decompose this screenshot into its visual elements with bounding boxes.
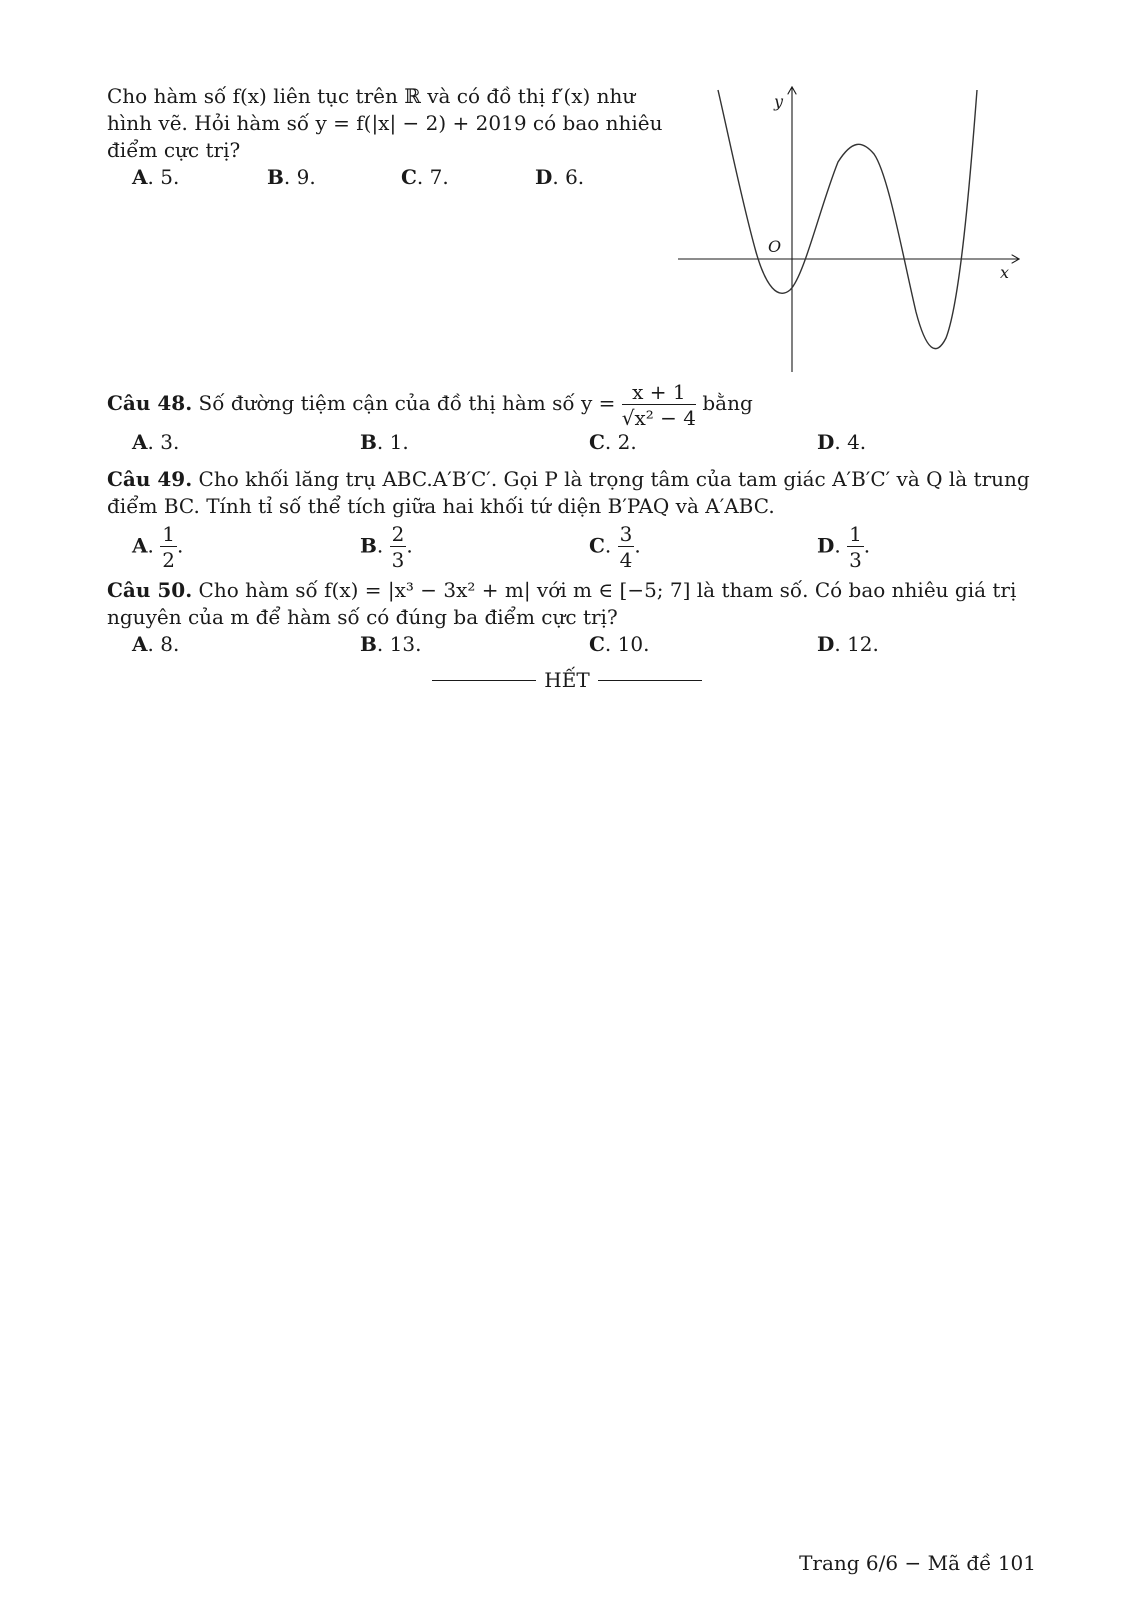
question-47 (107, 83, 667, 191)
end-rule-right (598, 680, 702, 681)
q47-stem-line-1: Cho hàm số f(x) liên tục trên ℝ và có đồ thị f′(x) như (107, 84, 636, 108)
q50-choice-d[interactable]: D. 12. (817, 632, 879, 656)
q50-choices (107, 631, 1037, 658)
x-axis-label: x (1000, 263, 1010, 282)
q47-stem-line-2: hình vẽ. Hỏi hàm số y = f(|x| − 2) + 2019 có bao nhiêu (107, 111, 663, 135)
q50-choice-b[interactable]: B. 13. (360, 632, 422, 656)
question-50 (107, 577, 1037, 658)
q50-stem-line-1: Câu 50. Cho hàm số f(x) = |x³ − 3x² + m| với m ∈ [−5; 7] là tham số. Có bao nhiêu giá trị (107, 578, 1017, 602)
q49-choice-b[interactable]: B. $\frac{2}{3}$ . (360, 522, 413, 572)
q49-choice-a[interactable]: A. $\frac{1}{2}$ . (132, 522, 184, 572)
q47-choices (107, 164, 667, 191)
q50-choice-a[interactable]: A. 8. (132, 632, 180, 656)
q49-choices (107, 520, 1037, 572)
end-marker (430, 668, 704, 692)
q49-choice-c[interactable]: C. $\frac{3}{4}$ . (589, 522, 641, 572)
q47-choice-c[interactable]: C. 7. (401, 165, 449, 189)
q50-choice-c[interactable]: C. 10. (589, 632, 650, 656)
page-footer: Trang 6/6 − Mã đề 101 (799, 1551, 1036, 1575)
q47-choice-b[interactable]: B. 9. (267, 165, 316, 189)
end-text: HẾT (544, 668, 590, 692)
q47-stem-line-3: điểm cực trị? (107, 138, 241, 162)
q47-choice-d[interactable]: D. 6. (535, 165, 585, 189)
q49-stem-line-1: Câu 49. Cho khối lăng trụ ABC.A′B′C′. Gọi P là trọng tâm của tam giác A′B′C′ và Q là trung (107, 467, 1030, 491)
derivative-graph (670, 82, 1030, 377)
q48-stem: Câu 48. Số đường tiệm cận của đồ thị hàm số y = $\frac{x + 1}{\text{√x² − 4}}$ bằng (107, 379, 753, 430)
q47-choice-a[interactable]: A. 5. (132, 165, 180, 189)
q48-fraction: $\frac{x + 1}{\text{√x² − 4}}$ (621, 379, 697, 430)
q48-choice-b[interactable]: B. 1. (360, 430, 409, 454)
q49-choice-d[interactable]: D. $\frac{1}{3}$ . (817, 522, 871, 572)
question-49 (107, 466, 1037, 572)
origin-label: O (768, 237, 782, 256)
q48-choices (107, 429, 1037, 456)
q48-choice-d[interactable]: D. 4. (817, 430, 867, 454)
q49-stem-line-2: điểm BC. Tính tỉ số thể tích giữa hai khối tứ diện B′PAQ và A′ABC. (107, 494, 775, 518)
end-rule-left (432, 680, 536, 681)
q48-choice-c[interactable]: C. 2. (589, 430, 637, 454)
q48-choice-a[interactable]: A. 3. (132, 430, 180, 454)
curve-f-prime (718, 90, 977, 349)
q50-stem-line-2: nguyên của m để hàm số có đúng ba điểm cực trị? (107, 605, 618, 629)
y-axis-label: y (774, 92, 784, 111)
question-48 (107, 377, 1037, 456)
